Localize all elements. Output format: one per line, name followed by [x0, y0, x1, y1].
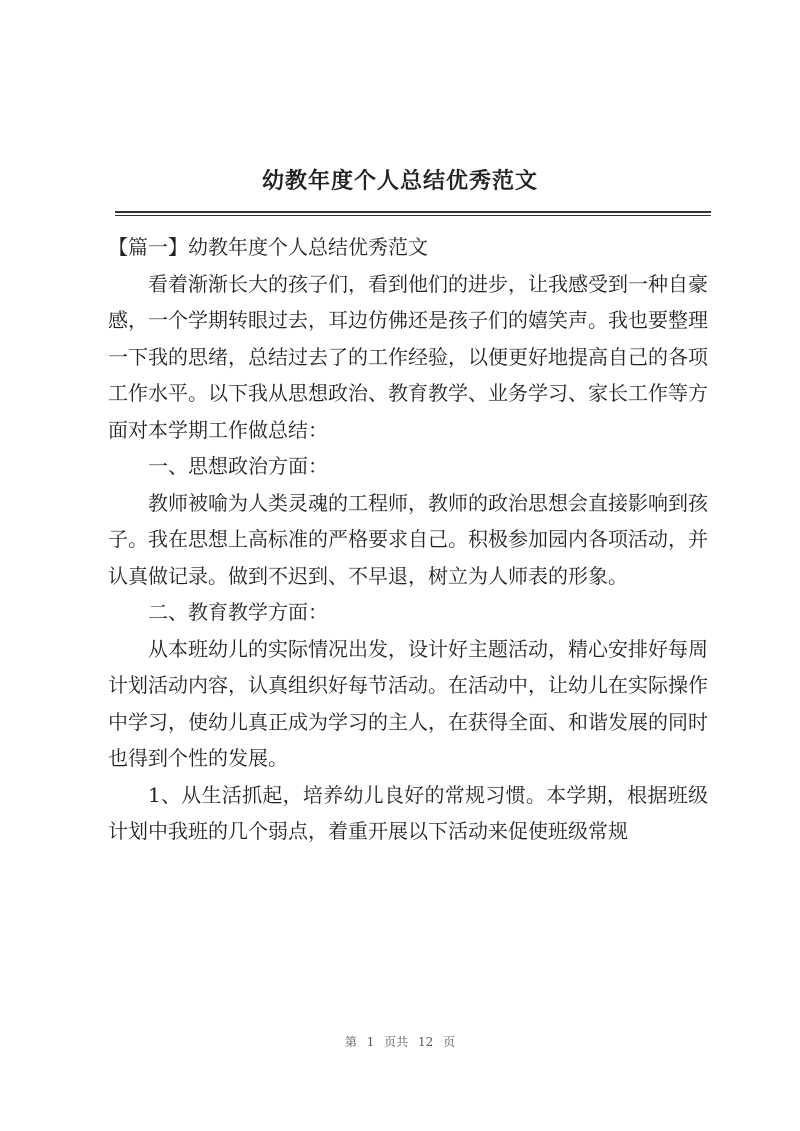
title-divider-thick	[115, 211, 711, 213]
document-body	[108, 229, 708, 850]
subheading-ideology: 一、思想政治方面：	[148, 454, 328, 478]
body-paragraph-intro: 看着渐渐长大的孩子们，看到他们的进步，让我感受到一种自豪感，一个学期转眼过去，耳边仿佛还是孩子们的嬉笑声。我也要整理一下我的思绪，总结过去了的工作经验，以便更好地提高自己的各项工作水平。以下我从思想政治、教育教学、业务学习、家长工作等方面对本学期工作做总结：	[108, 271, 708, 442]
body-paragraph-habits: 1、从生活抓起，培养幼儿良好的常规习惯。本学期，根据班级计划中我班的几个弱点，着重开展以下活动来促使班级常规	[108, 782, 708, 843]
subheading-teaching: 二、教育教学方面：	[148, 600, 328, 624]
title-divider-thin	[115, 215, 711, 216]
body-paragraph-ideology: 教师被喻为人类灵魂的工程师，教师的政治思想会直接影响到孩子。我在思想上高标准的严格要求自己。积极参加园内各项活动，并认真做记录。做到不迟到、不早退，树立为人师表的形象。	[108, 490, 708, 588]
body-paragraph-teaching: 从本班幼儿的实际情况出发，设计好主题活动，精心安排好每周计划活动内容，认真组织好每节活动。在活动中，让幼儿在实际操作中学习，使幼儿真正成为学习的主人，在获得全面、和谐发展的同时也得到个性的发展。	[108, 636, 708, 770]
document-title: 幼教年度个人总结优秀范文	[261, 168, 538, 194]
page-number-footer: 第 1 页共 12 页	[344, 1035, 456, 1049]
section-heading-part-one: 【篇一】幼教年度个人总结优秀范文	[108, 235, 428, 259]
